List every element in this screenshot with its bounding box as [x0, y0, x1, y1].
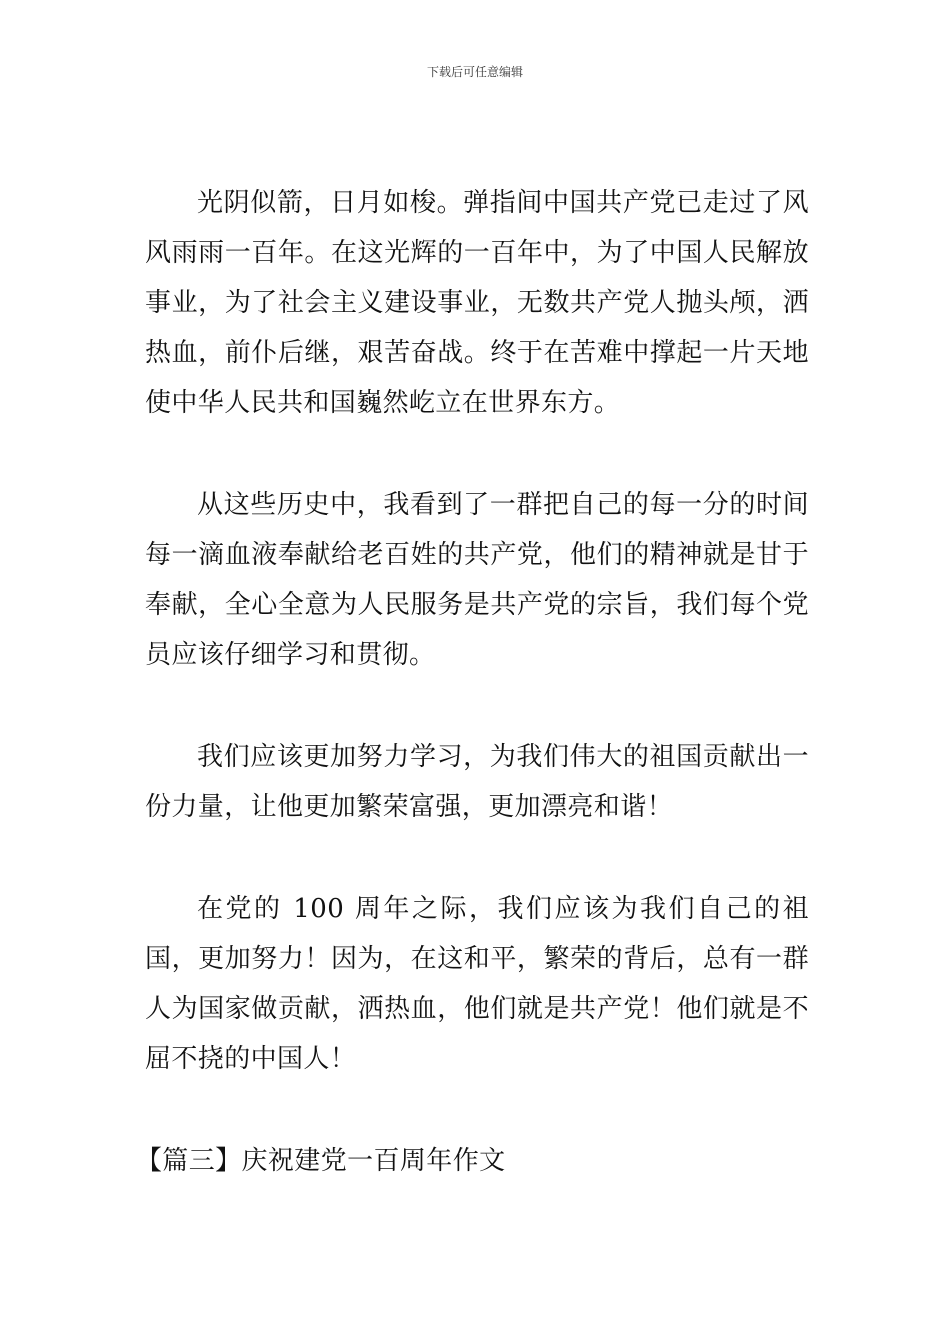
paragraph-2: 从这些历史中，我看到了一群把自己的每一分的时间每一滴血液奉献给老百姓的共产党，他们的精神就是甘于奉献，全心全意为人民服务是共产党的宗旨，我们每个党员应该仔细学习和贯彻。 [145, 490, 809, 670]
section-heading: 【篇三】庆祝建党一百周年作文 [135, 1146, 506, 1176]
page-header: 下载后可任意编辑 [426, 65, 523, 79]
document-body [135, 178, 809, 1186]
paragraph-3: 我们应该更加努力学习，为我们伟大的祖国贡献出一份力量，让他更加繁荣富强，更加漂亮和谐！ [145, 742, 809, 822]
paragraph-1: 光阴似箭，日月如梭。弹指间中国共产党已走过了风风雨雨一百年。在这光辉的一百年中，为了中国人民解放事业，为了社会主义建设事业，无数共产党人抛头颅，洒热血，前仆后继，艰苦奋战。终于在苦难中撑起一片天地使中华人民共和国巍然屹立在世界东方。 [145, 188, 809, 418]
paragraph-4: 在党的 100 周年之际，我们应该为我们自己的祖国，更加努力！因为，在这和平，繁荣的背后，总有一群人为国家做贡献，洒热血，他们就是共产党！他们就是不屈不挠的中国人！ [145, 894, 809, 1074]
